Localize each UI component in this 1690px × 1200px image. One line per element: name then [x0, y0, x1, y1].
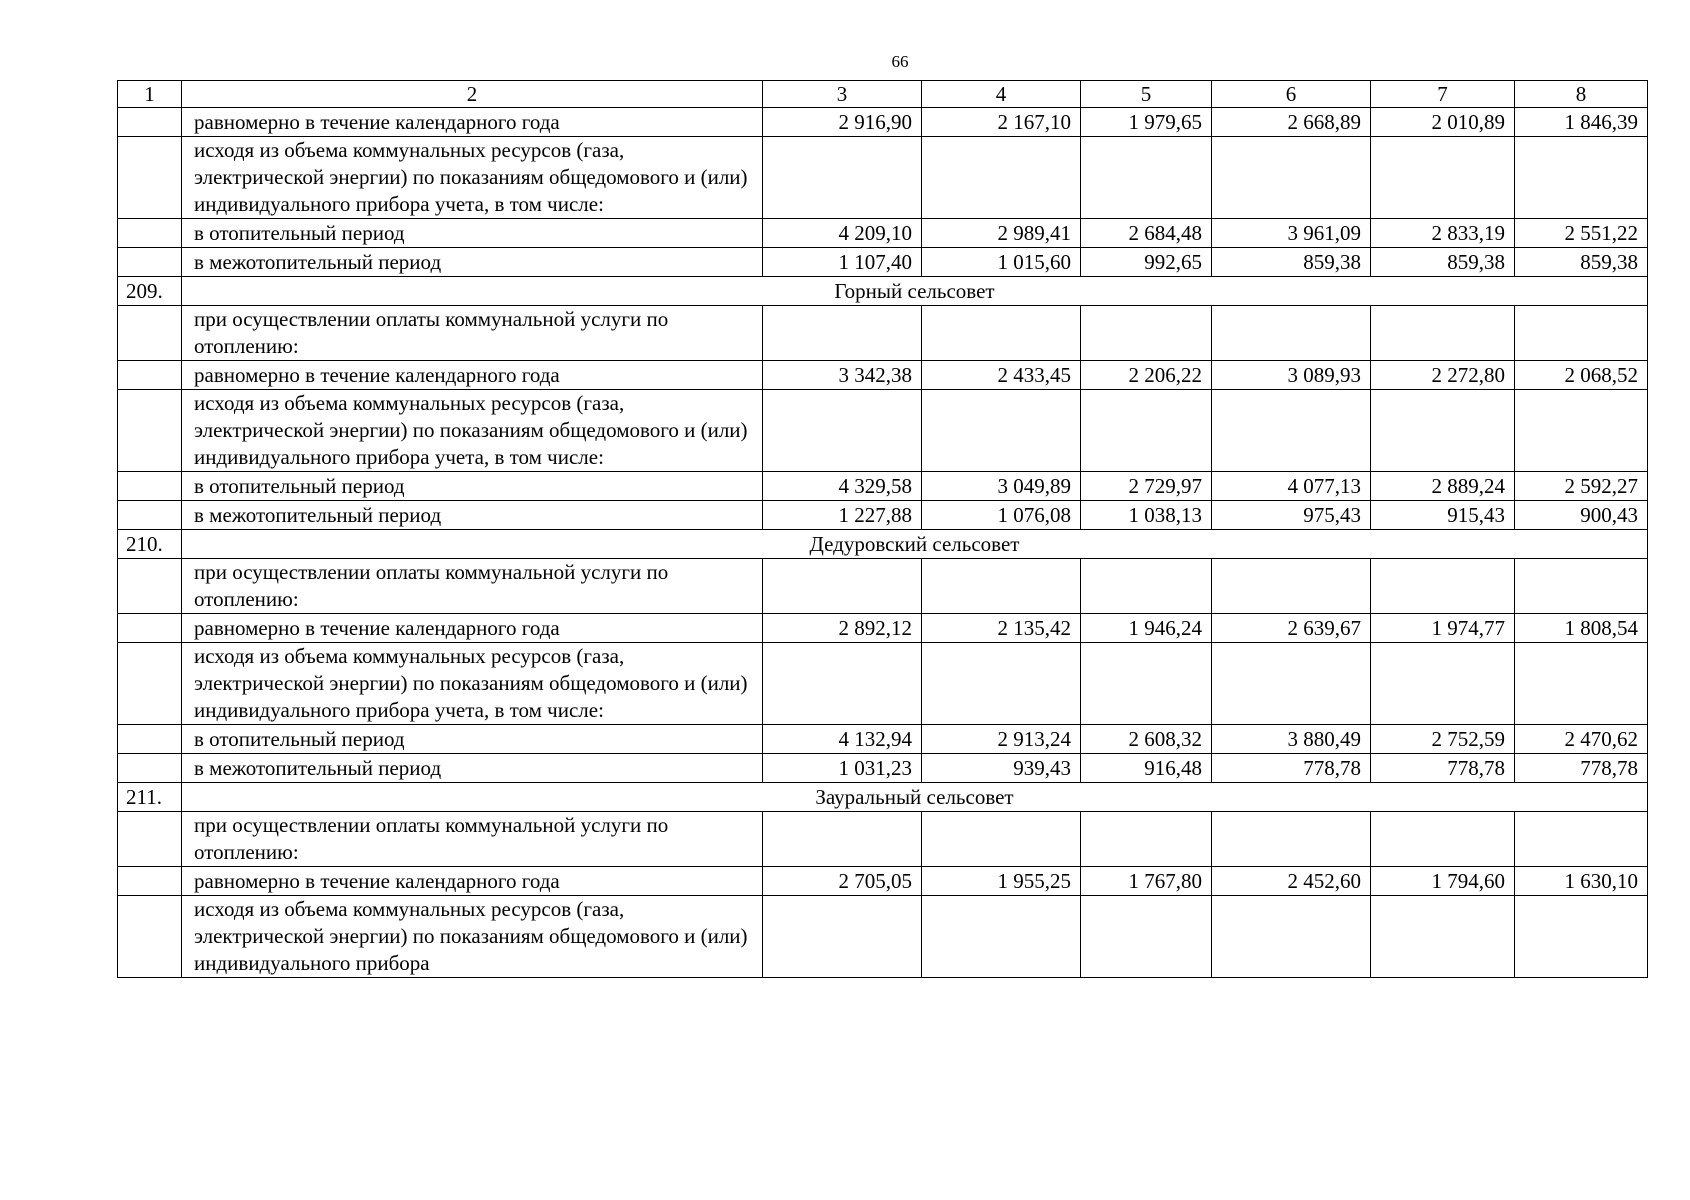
row-description: равномерно в течение календарного года [182, 614, 763, 643]
row-description: исходя из объема коммунальных ресурсов (газа, электрической энергии) по показаниям общедомового и (или) индивидуального прибора учета, в том числе: [182, 137, 763, 219]
value-cell: 4 209,10 [763, 219, 922, 248]
row-index-cell [118, 137, 182, 219]
value-cell: 2 892,12 [763, 614, 922, 643]
value-cell [922, 812, 1081, 867]
value-cell: 2 989,41 [922, 219, 1081, 248]
table-row [118, 867, 1648, 896]
row-index-cell [118, 361, 182, 390]
row-description: при осуществлении оплаты коммунальной услуги по отоплению: [182, 306, 763, 361]
header-cell: 7 [1371, 81, 1515, 108]
row-description: в отопительный период [182, 725, 763, 754]
section-title: Горный сельсовет [182, 277, 1648, 306]
value-cell: 3 089,93 [1212, 361, 1371, 390]
value-cell: 1 107,40 [763, 248, 922, 277]
value-cell: 859,38 [1371, 248, 1515, 277]
value-cell [922, 896, 1081, 978]
value-cell: 2 551,22 [1515, 219, 1648, 248]
value-cell: 975,43 [1212, 501, 1371, 530]
section-row [118, 277, 1648, 306]
value-cell: 3 342,38 [763, 361, 922, 390]
row-index-cell [118, 614, 182, 643]
value-cell [1081, 390, 1212, 472]
page-number: 66 [891, 52, 909, 71]
value-cell: 2 272,80 [1371, 361, 1515, 390]
section-row [118, 530, 1648, 559]
value-cell [1371, 559, 1515, 614]
table-row [118, 643, 1648, 725]
value-cell: 2 889,24 [1371, 472, 1515, 501]
value-cell: 2 833,19 [1371, 219, 1515, 248]
table-row [118, 137, 1648, 219]
value-cell [922, 137, 1081, 219]
row-description: при осуществлении оплаты коммунальной услуги по отоплению: [182, 559, 763, 614]
value-cell [1081, 896, 1212, 978]
value-cell: 2 608,32 [1081, 725, 1212, 754]
value-cell: 4 132,94 [763, 725, 922, 754]
value-cell: 1 946,24 [1081, 614, 1212, 643]
value-cell: 1 979,65 [1081, 108, 1212, 137]
value-cell [1212, 643, 1371, 725]
value-cell [1515, 559, 1648, 614]
value-cell: 1 227,88 [763, 501, 922, 530]
header-cell: 1 [118, 81, 182, 108]
value-cell: 3 049,89 [922, 472, 1081, 501]
value-cell: 2 752,59 [1371, 725, 1515, 754]
row-description: в отопительный период [182, 219, 763, 248]
value-cell [763, 137, 922, 219]
value-cell: 2 433,45 [922, 361, 1081, 390]
value-cell: 2 639,67 [1212, 614, 1371, 643]
row-index-cell [118, 390, 182, 472]
section-row [118, 783, 1648, 812]
header-cell: 6 [1212, 81, 1371, 108]
value-cell: 939,43 [922, 754, 1081, 783]
value-cell: 916,48 [1081, 754, 1212, 783]
column-number-header-row [118, 81, 1648, 108]
value-cell: 2 135,42 [922, 614, 1081, 643]
row-index-cell [118, 754, 182, 783]
value-cell: 778,78 [1515, 754, 1648, 783]
section-index: 211. [118, 783, 182, 812]
section-title: Зауральный сельсовет [182, 783, 1648, 812]
value-cell: 4 329,58 [763, 472, 922, 501]
table-row [118, 896, 1648, 978]
value-cell: 2 916,90 [763, 108, 922, 137]
value-cell: 778,78 [1371, 754, 1515, 783]
value-cell: 2 068,52 [1515, 361, 1648, 390]
header-cell: 3 [763, 81, 922, 108]
value-cell: 1 076,08 [922, 501, 1081, 530]
row-index-cell [118, 472, 182, 501]
table-row [118, 754, 1648, 783]
table-row [118, 108, 1648, 137]
row-description: в отопительный период [182, 472, 763, 501]
table-row [118, 361, 1648, 390]
section-index: 209. [118, 277, 182, 306]
value-cell [1515, 306, 1648, 361]
value-cell: 859,38 [1212, 248, 1371, 277]
value-cell: 992,65 [1081, 248, 1212, 277]
table-row [118, 812, 1648, 867]
value-cell [1515, 390, 1648, 472]
value-cell: 2 684,48 [1081, 219, 1212, 248]
row-description: исходя из объема коммунальных ресурсов (газа, электрической энергии) по показаниям общедомового и (или) индивидуального прибора учета, в том числе: [182, 390, 763, 472]
value-cell: 2 206,22 [1081, 361, 1212, 390]
row-description: равномерно в течение календарного года [182, 108, 763, 137]
value-cell [1212, 559, 1371, 614]
value-cell [1212, 390, 1371, 472]
value-cell: 2 705,05 [763, 867, 922, 896]
value-cell [1212, 896, 1371, 978]
row-index-cell [118, 248, 182, 277]
value-cell: 1 846,39 [1515, 108, 1648, 137]
row-description: в межотопительный период [182, 248, 763, 277]
value-cell [1081, 643, 1212, 725]
table-row [118, 725, 1648, 754]
value-cell [922, 643, 1081, 725]
value-cell [1515, 896, 1648, 978]
tariff-table [117, 80, 1648, 978]
value-cell: 1 794,60 [1371, 867, 1515, 896]
value-cell: 2 592,27 [1515, 472, 1648, 501]
value-cell [763, 390, 922, 472]
value-cell [763, 896, 922, 978]
row-index-cell [118, 559, 182, 614]
header-cell: 5 [1081, 81, 1212, 108]
row-description: равномерно в течение календарного года [182, 361, 763, 390]
value-cell: 2 470,62 [1515, 725, 1648, 754]
row-description: исходя из объема коммунальных ресурсов (газа, электрической энергии) по показаниям общедомового и (или) индивидуального прибора [182, 896, 763, 978]
value-cell: 2 010,89 [1371, 108, 1515, 137]
value-cell: 2 668,89 [1212, 108, 1371, 137]
value-cell [763, 559, 922, 614]
value-cell [922, 306, 1081, 361]
value-cell: 900,43 [1515, 501, 1648, 530]
value-cell [1212, 137, 1371, 219]
value-cell: 1 038,13 [1081, 501, 1212, 530]
row-index-cell [118, 896, 182, 978]
value-cell [1081, 306, 1212, 361]
value-cell: 1 974,77 [1371, 614, 1515, 643]
value-cell [1081, 559, 1212, 614]
row-index-cell [118, 867, 182, 896]
value-cell: 1 015,60 [922, 248, 1081, 277]
table-row [118, 306, 1648, 361]
value-cell: 778,78 [1212, 754, 1371, 783]
table-row [118, 501, 1648, 530]
value-cell [1371, 643, 1515, 725]
value-cell [1371, 812, 1515, 867]
value-cell [1371, 896, 1515, 978]
table-row [118, 219, 1648, 248]
header-cell: 8 [1515, 81, 1648, 108]
value-cell [1371, 306, 1515, 361]
section-title: Дедуровский сельсовет [182, 530, 1648, 559]
row-index-cell [118, 643, 182, 725]
value-cell [763, 306, 922, 361]
value-cell: 3 880,49 [1212, 725, 1371, 754]
table-row [118, 390, 1648, 472]
value-cell: 2 729,97 [1081, 472, 1212, 501]
value-cell [1371, 137, 1515, 219]
table-row [118, 472, 1648, 501]
value-cell: 1 808,54 [1515, 614, 1648, 643]
value-cell: 915,43 [1371, 501, 1515, 530]
value-cell [1515, 812, 1648, 867]
value-cell: 1 630,10 [1515, 867, 1648, 896]
value-cell [1081, 137, 1212, 219]
value-cell [1212, 812, 1371, 867]
value-cell [922, 559, 1081, 614]
value-cell [1515, 643, 1648, 725]
value-cell [1081, 812, 1212, 867]
header-cell: 2 [182, 81, 763, 108]
value-cell: 2 452,60 [1212, 867, 1371, 896]
header-cell: 4 [922, 81, 1081, 108]
section-index: 210. [118, 530, 182, 559]
value-cell [1371, 390, 1515, 472]
value-cell: 4 077,13 [1212, 472, 1371, 501]
value-cell [763, 812, 922, 867]
value-cell: 2 913,24 [922, 725, 1081, 754]
row-index-cell [118, 501, 182, 530]
row-index-cell [118, 812, 182, 867]
row-index-cell [118, 306, 182, 361]
row-index-cell [118, 219, 182, 248]
table-row [118, 248, 1648, 277]
value-cell: 1 767,80 [1081, 867, 1212, 896]
row-index-cell [118, 725, 182, 754]
value-cell: 859,38 [1515, 248, 1648, 277]
value-cell [1515, 137, 1648, 219]
table-row [118, 614, 1648, 643]
value-cell [763, 643, 922, 725]
value-cell: 3 961,09 [1212, 219, 1371, 248]
value-cell: 1 031,23 [763, 754, 922, 783]
row-description: исходя из объема коммунальных ресурсов (газа, электрической энергии) по показаниям общедомового и (или) индивидуального прибора учета, в том числе: [182, 643, 763, 725]
row-description: равномерно в течение календарного года [182, 867, 763, 896]
value-cell [1212, 306, 1371, 361]
row-index-cell [118, 108, 182, 137]
table-row [118, 559, 1648, 614]
row-description: при осуществлении оплаты коммунальной услуги по отоплению: [182, 812, 763, 867]
row-description: в межотопительный период [182, 501, 763, 530]
value-cell: 1 955,25 [922, 867, 1081, 896]
value-cell [922, 390, 1081, 472]
row-description: в межотопительный период [182, 754, 763, 783]
value-cell: 2 167,10 [922, 108, 1081, 137]
